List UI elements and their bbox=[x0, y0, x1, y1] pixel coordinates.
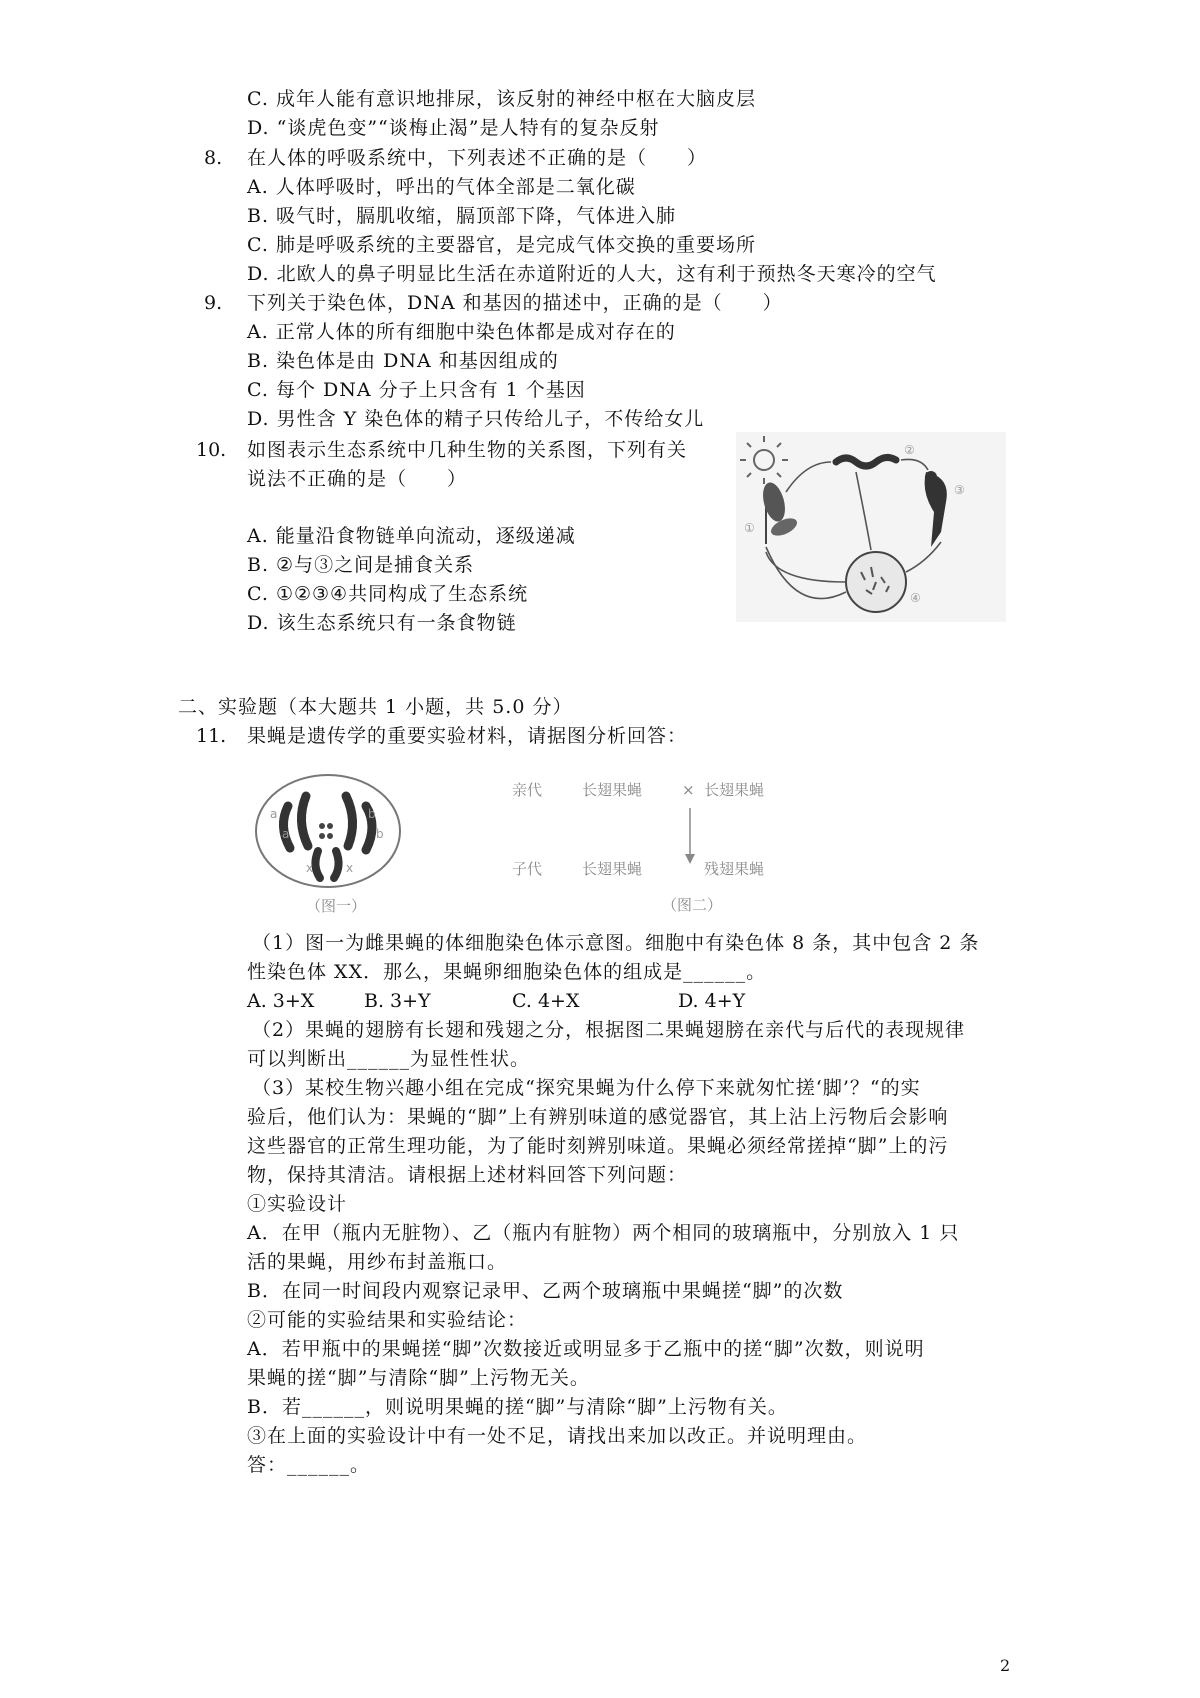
q10-number: 10. bbox=[196, 439, 227, 461]
label-2: ② bbox=[904, 443, 915, 457]
allele-label: a bbox=[270, 807, 278, 821]
label-3: ③ bbox=[954, 483, 965, 497]
q11-line: ③在上面的实验设计中有一处不足，请找出来加以改正。并说明理由。 bbox=[247, 1425, 868, 1447]
q11-line: A．在甲（瓶内无脏物）、乙（瓶内有脏物）两个相同的玻璃瓶中，分别放入 1 只 bbox=[247, 1222, 960, 1244]
q11-line: 答：______。 bbox=[247, 1454, 371, 1476]
q7-option-d: D. “谈虎色变”“谈梅止渴”是人特有的复杂反射 bbox=[247, 117, 660, 139]
sex-chromosome-label: x bbox=[306, 861, 314, 875]
figure1-caption: （图一） bbox=[306, 897, 367, 915]
q8-option-c: C. 肺是呼吸系统的主要器官，是完成气体交换的重要场所 bbox=[247, 234, 756, 256]
label-4: ④ bbox=[910, 591, 921, 605]
chromosome-diagram bbox=[248, 766, 423, 916]
q10-stem-line1: 如图表示生态系统中几种生物的关系图，下列有关 bbox=[247, 439, 688, 461]
choice-c: C. 4+X bbox=[512, 990, 580, 1012]
q11-line: A．若甲瓶中的果蝇搓“脚”次数接近或明显多于乙瓶中的搓“脚”次数，则说明 bbox=[247, 1338, 925, 1360]
q8-stem: 在人体的呼吸系统中，下列表述不正确的是（ ） bbox=[247, 147, 708, 169]
choice-a: A. 3+X bbox=[247, 990, 315, 1012]
q8-option-d: D. 北欧人的鼻子明显比生活在赤道附近的人大，这有利于预热冬天寒冷的空气 bbox=[247, 263, 937, 285]
ecosystem-diagram bbox=[736, 432, 1006, 622]
q11-stem: 果蝇是遗传学的重要实验材料，请据图分析回答： bbox=[247, 725, 688, 747]
q10-option-c: C. ①②③④共同构成了生态系统 bbox=[247, 583, 529, 605]
child-label: 子代 bbox=[512, 860, 543, 878]
q11-line: 这些器官的正常生理功能，为了能时刻辨别味道。果蝇必须经常搓掉“脚”上的污 bbox=[247, 1135, 949, 1157]
section-heading: 二、实验题（本大题共 1 小题，共 5.0 分） bbox=[178, 696, 573, 718]
q8-option-b: B. 吸气时，膈肌收缩，膈顶部下降，气体进入肺 bbox=[247, 205, 677, 227]
cross-symbol: × bbox=[682, 781, 695, 799]
q11-line: 可以判断出______为显性性状。 bbox=[247, 1048, 531, 1070]
decomposer-icon bbox=[846, 552, 906, 612]
q9-option-d: D. 男性含 Y 染色体的精子只传给儿子，不传给女儿 bbox=[247, 408, 705, 430]
q11-line: 果蝇的搓“脚”与清除“脚”上污物无关。 bbox=[247, 1367, 590, 1389]
q11-line: 物，保持其清洁。请根据上述材料回答下列问题： bbox=[247, 1164, 688, 1186]
allele-label: a bbox=[282, 827, 290, 841]
q11-choices bbox=[247, 989, 847, 1013]
q11-line: 性染色体 XX．那么，果蝇卵细胞染色体的组成是______。 bbox=[247, 961, 767, 983]
q8-option-a: A. 人体呼吸时，呼出的气体全部是二氧化碳 bbox=[247, 176, 636, 198]
q10-option-d: D. 该生态系统只有一条食物链 bbox=[247, 612, 517, 634]
q11-number: 11. bbox=[196, 725, 227, 747]
label-1: ① bbox=[744, 521, 755, 535]
q11-line: 验后，他们认为：果蝇的“脚”上有辨别味道的感觉器官，其上沾上污物后会影响 bbox=[247, 1106, 949, 1128]
q11-line: B．若______，则说明果蝇的搓“脚”与清除“脚”上污物有关。 bbox=[247, 1396, 788, 1418]
choice-d: D. 4+Y bbox=[678, 990, 746, 1012]
allele-label: b bbox=[376, 827, 384, 841]
page-number: 2 bbox=[1000, 1656, 1011, 1675]
q10-option-b: B. ②与③之间是捕食关系 bbox=[247, 554, 475, 576]
q10-stem-line2: 说法不正确的是（ ） bbox=[247, 468, 468, 490]
q9-option-b: B. 染色体是由 DNA 和基因组成的 bbox=[247, 350, 559, 372]
cross-diagram bbox=[512, 770, 832, 916]
figure2-caption: （图二） bbox=[662, 896, 723, 914]
sex-chromosome-label: x bbox=[346, 861, 354, 875]
q11-line: （2）果蝇的翅膀有长翅和残翅之分，根据图二果蝇翅膀在亲代与后代的表现规律 bbox=[252, 1019, 966, 1041]
allele-label: b bbox=[368, 807, 376, 821]
q11-line: B．在同一时间段内观察记录甲、乙两个玻璃瓶中果蝇搓“脚”的次数 bbox=[247, 1280, 844, 1302]
child-right: 残翅果蝇 bbox=[704, 860, 765, 878]
choice-b: B. 3+Y bbox=[364, 990, 431, 1012]
q11-line: （1）图一为雌果蝇的体细胞染色体示意图。细胞中有染色体 8 条，其中包含 2 条 bbox=[252, 932, 980, 954]
q11-line: 活的果蝇，用纱布封盖瓶口。 bbox=[247, 1251, 508, 1273]
parent-left: 长翅果蝇 bbox=[582, 781, 643, 799]
q9-option-c: C. 每个 DNA 分子上只含有 1 个基因 bbox=[247, 379, 586, 401]
parent-right: 长翅果蝇 bbox=[704, 781, 765, 799]
q11-line: ①实验设计 bbox=[247, 1193, 348, 1215]
q7-option-c: C. 成年人能有意识地排尿，该反射的神经中枢在大脑皮层 bbox=[247, 88, 756, 110]
q9-number: 9. bbox=[204, 292, 223, 314]
q11-line: ②可能的实验结果和实验结论： bbox=[247, 1309, 528, 1331]
child-left: 长翅果蝇 bbox=[582, 860, 643, 878]
q8-number: 8. bbox=[204, 147, 223, 169]
q9-stem: 下列关于染色体，DNA 和基因的描述中，正确的是（ ） bbox=[247, 292, 783, 314]
cross-arrowhead bbox=[685, 854, 695, 864]
q10-option-a: A. 能量沿食物链单向流动，逐级递减 bbox=[247, 525, 576, 547]
q11-line: （3）某校生物兴趣小组在完成“探究果蝇为什么停下来就匆忙搓‘脚’？“的实 bbox=[252, 1077, 921, 1099]
parent-label: 亲代 bbox=[512, 781, 543, 799]
q9-option-a: A. 正常人体的所有细胞中染色体都是成对存在的 bbox=[247, 321, 676, 343]
